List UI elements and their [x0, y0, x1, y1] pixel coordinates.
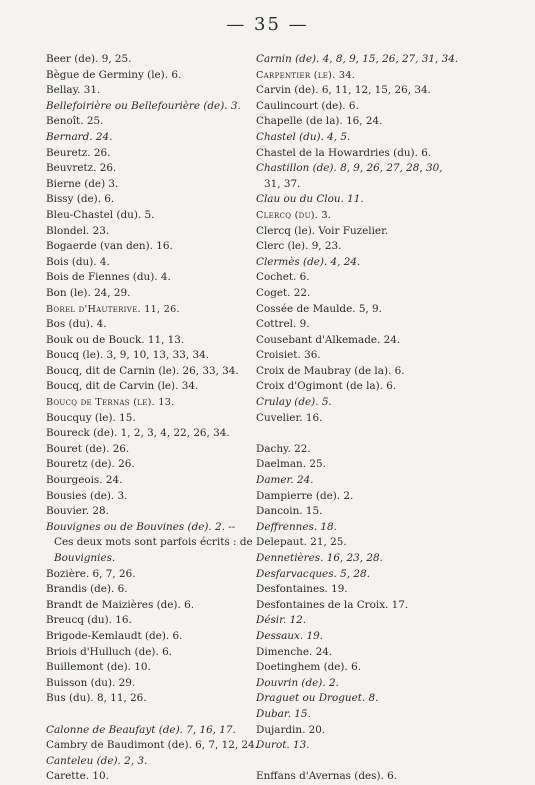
index-entry: Boucq (le). 3, 9, 10, 13, 33, 34. — [46, 349, 209, 362]
index-entry: Boureck (de). 1, 2, 3, 4, 22, 26, 34. — [46, 427, 230, 440]
index-entry: Cottrel. 9. — [256, 318, 310, 331]
index-entry: Dampierre (de). 2. — [256, 489, 354, 502]
index-entry: Bon (le). 24, 29. — [46, 286, 131, 299]
section-gap — [256, 754, 526, 770]
index-entry: Bierne (de) 3. — [46, 177, 119, 190]
index-entry: Breucq (du). 16. — [46, 614, 132, 627]
index-entry: Damer. 24. — [256, 474, 314, 487]
index-entry: Douvrin (de). 2. — [256, 676, 339, 689]
index-entry: Bouvier. 28. — [46, 505, 109, 518]
index-entry: Dachy. 22. — [256, 442, 311, 455]
index-entry: Bourgeois. 24. — [46, 474, 123, 487]
index-entry: Enffans d'Avernas (des). 6. — [256, 770, 398, 783]
index-entry: Beer (de). 9, 25. — [46, 53, 132, 65]
index-entry: Boucquy (le). 15. — [46, 411, 136, 424]
index-entry: Carette. 10. — [46, 770, 109, 783]
index-entry: Desfontaines de la Croix. 17. — [256, 598, 409, 611]
index-entry: Clau ou du Clou. 11. — [256, 193, 364, 206]
index-column-right — [256, 52, 526, 785]
index-entry: Dubar. 15. — [256, 707, 311, 720]
index-entry: Doetinghem (de). 6. — [256, 661, 362, 674]
index-entry: Bousies (de). 3. — [46, 489, 128, 502]
index-entry: Cousebant d'Alkemade. 24. — [256, 333, 401, 346]
index-entry: Bozière. 6, 7, 26. — [46, 567, 136, 580]
index-entry: Cuvelier. 16. — [256, 411, 323, 424]
index-entry: Dujardin. 20. — [256, 723, 326, 736]
index-entry: Cambry de Baudimont (de). 6, 7, 12, 24. — [46, 739, 258, 752]
index-entry: Dimenche. 24. — [256, 645, 333, 658]
index-entry: Bogaerde (van den). 16. — [46, 240, 173, 253]
index-entry: Ces deux mots sont parfois écrits : de — [54, 536, 253, 549]
page-number: — 35 — — [226, 14, 309, 35]
index-entry: Bouretz (de). 26. — [46, 458, 135, 471]
index-entry: Croix d'Ogimont (de la). 6. — [256, 380, 397, 393]
index-entry: Clerc (le). 9, 23. — [256, 240, 342, 253]
index-entry: Dessaux. 19. — [256, 629, 324, 642]
index-entry: Dennetières. 16, 23, 28. — [256, 552, 383, 564]
index-entry: Bernard. 24. — [46, 130, 113, 143]
index-entry: Briois d'Hulluch (de). 6. — [46, 645, 172, 658]
section-gap — [256, 426, 526, 442]
index-entry: Dancoin. 15. — [256, 505, 323, 518]
index-entry: Bois de Fiennes (du). 4. — [46, 271, 171, 284]
index-entry: Beuvretz. 26. — [46, 162, 117, 175]
index-entry: Bus (du). 8, 11, 26. — [46, 692, 147, 705]
index-entry: Cossée de Maulde. 5, 9. — [256, 302, 382, 315]
index-entry: Desfontaines. 19. — [256, 583, 348, 596]
index-entry: Bleu-Chastel (du). 5. — [46, 208, 155, 221]
index-entry: Croisiet. 36. — [256, 349, 321, 362]
index-entry: Benoît. 25. — [46, 115, 104, 128]
index-entry: Clercq (du). 3. — [256, 209, 332, 221]
index-entry: Chastel (du). 4, 5. — [256, 130, 351, 143]
index-entry: Cochet. 6. — [256, 271, 310, 284]
index-entry: Brandt de Maizières (de). 6. — [46, 598, 195, 611]
index-entry: Boucq, dit de Carvin (le). 34. — [46, 380, 199, 393]
index-entry: Croix de Maubray (de la). 6. — [256, 364, 405, 377]
index-entry: Chastillon (de). 8, 9, 26, 27, 28, 30, — [256, 162, 443, 175]
index-entry: Bouvignies. — [54, 552, 116, 564]
index-entry: Bouk ou de Bouck. 11, 13. — [46, 333, 185, 346]
index-entry: Clermès (de). 4, 24. — [256, 255, 361, 268]
index-entry: Bègue de Germiny (le). 6. — [46, 68, 182, 81]
index-entry: Crulay (de). 5. — [256, 396, 332, 409]
index-entry: Brandis (de). 6. — [46, 583, 128, 596]
index-entry: Bouret (de). 26. — [46, 442, 130, 455]
index-entry: Désir. 12. — [256, 614, 307, 627]
index-entry: Boucq de Ternas (le). 13. — [46, 397, 175, 409]
index-entry: Draguet ou Droguet. 8. — [256, 692, 379, 705]
index-entry: Bois (du). 4. — [46, 255, 110, 268]
index-entry: Daelman. 25. — [256, 458, 326, 471]
index-entry: Delepaut. 21, 25. — [256, 536, 347, 549]
index-entry: Bissy (de). 6. — [46, 193, 115, 206]
index-entry: Brigode-Kemlaudt (de). 6. — [46, 629, 183, 642]
index-entry: Carnin (de). 4, 8, 9, 15, 26, 27, 31, 34. — [256, 53, 459, 65]
index-entry: Caulincourt (de). 6. — [256, 99, 359, 112]
index-entry: Beuretz. 26. — [46, 146, 111, 159]
index-entry: Durot. 13. — [256, 739, 310, 752]
index-entry: Deffrennes. 18. — [256, 520, 337, 533]
index-column-left — [46, 52, 268, 785]
index-entry: Canteleu (de). 2, 3. — [46, 754, 148, 767]
index-entry: Blondel. 23. — [46, 224, 110, 237]
index-entry: 31, 37. — [264, 177, 301, 190]
index-entry: Boucq, dit de Carnin (le). 26, 33, 34. — [46, 364, 239, 377]
index-entry: Chastel de la Howardries (du). 6. — [256, 146, 432, 159]
section-gap — [46, 707, 268, 723]
index-entry: Chapelle (de la). 16, 24. — [256, 115, 383, 128]
index-entry: Calonne de Beaufayt (de). 7, 16, 17. — [46, 723, 236, 736]
index-entry: Carvin (de). 6, 11, 12, 15, 26, 34. — [256, 84, 431, 97]
index-entry: Carpentier (le). 34. — [256, 69, 356, 81]
index-entry: Borel d'Hauterive. 11, 26. — [46, 303, 180, 315]
index-entry: Bellay. 31. — [46, 84, 101, 97]
index-entry: Bouvignes ou de Bouvines (de). 2. -- — [46, 520, 236, 533]
index-entry: Coget. 22. — [256, 286, 311, 299]
index-entry: Buillemont (de). 10. — [46, 661, 151, 674]
index-entry: Bos (du). 4. — [46, 318, 107, 331]
index-entry: Desfarvacques. 5, 28. — [256, 567, 370, 580]
index-entry: Bellefoirière ou Bellefourière (de). 3. — [46, 99, 241, 112]
index-entry: Clercq (le). Voir Fuzelier. — [256, 224, 389, 237]
index-entry: Buisson (du). 29. — [46, 676, 136, 689]
